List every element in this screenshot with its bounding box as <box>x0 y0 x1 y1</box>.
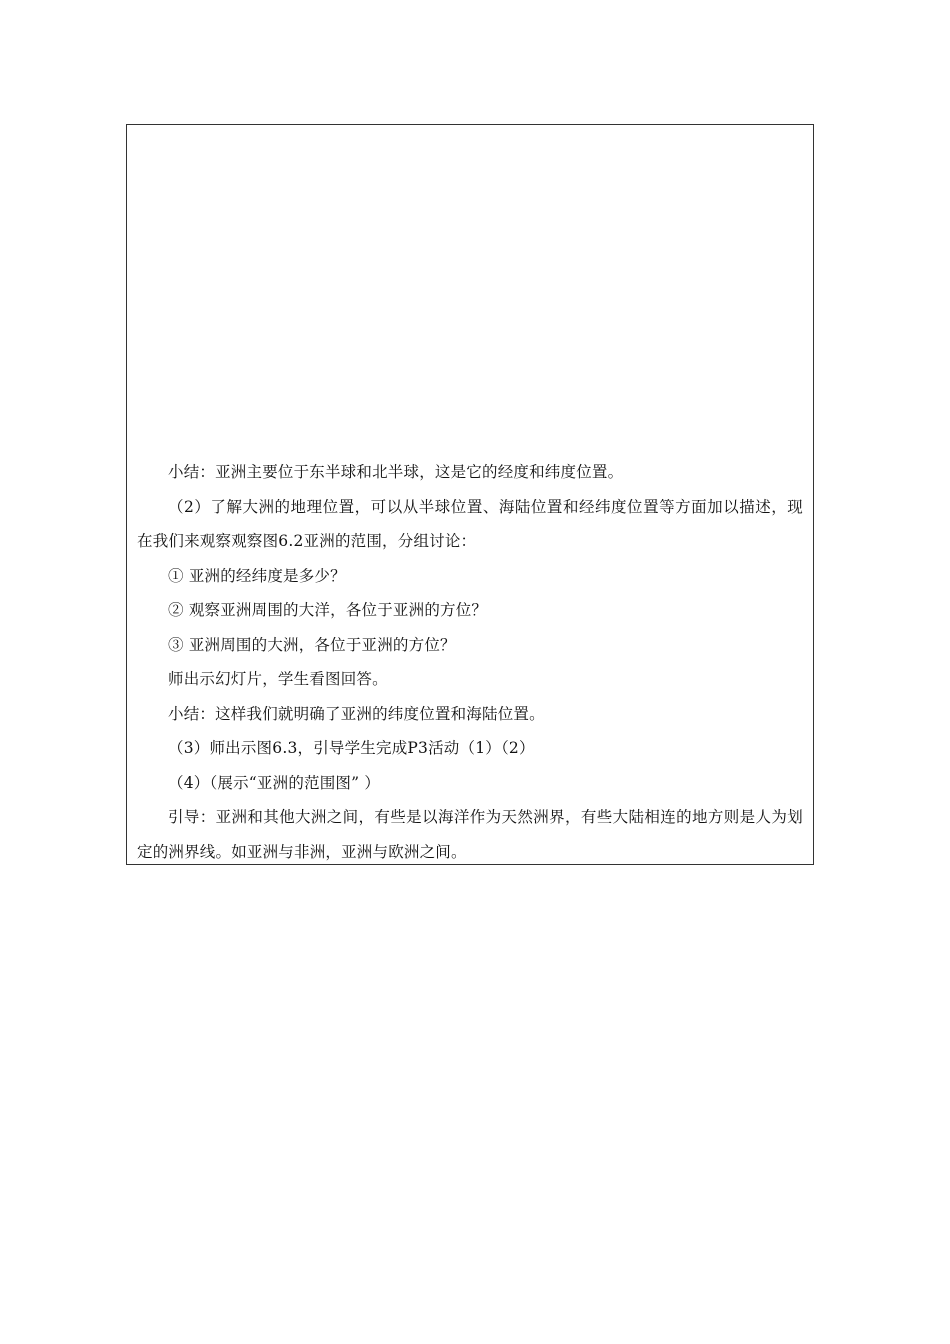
step-2-paragraph: （2）了解大洲的地理位置，可以从半球位置、海陆位置和经纬度位置等方面加以描述，现在我们来观察观察图6.2亚洲的范围，分组讨论： <box>137 497 803 550</box>
teacher-action-paragraph: 师出示幻灯片，学生看图回答。 <box>168 670 388 688</box>
summary-paragraph-2: 小结：这样我们就明确了亚洲的纬度位置和海陆位置。 <box>168 704 545 723</box>
question-2: ② 观察亚洲周围的大洋，各位于亚洲的方位？ <box>168 601 488 619</box>
summary-paragraph-1: 小结：亚洲主要位于东半球和北半球，这是它的经度和纬度位置。 <box>168 463 624 481</box>
question-3: ③ 亚洲周围的大洲，各位于亚洲的方位？ <box>168 635 456 654</box>
lesson-text-block <box>137 455 803 869</box>
question-1: ① 亚洲的经纬度是多少？ <box>168 566 346 585</box>
lesson-table-cell <box>126 124 814 865</box>
guidance-paragraph: 引导：亚洲和其他大洲之间，有些是以海洋作为天然洲界，有些大陆相连的地方则是人为划定的洲界线。如亚洲与非洲，亚洲与欧洲之间。 <box>137 808 803 861</box>
step-3-paragraph: （3）师出示图6.3，引导学生完成P3活动（1）（2） <box>168 739 535 757</box>
step-4-paragraph: （4）（展示“亚洲的范围图” ） <box>168 773 381 792</box>
